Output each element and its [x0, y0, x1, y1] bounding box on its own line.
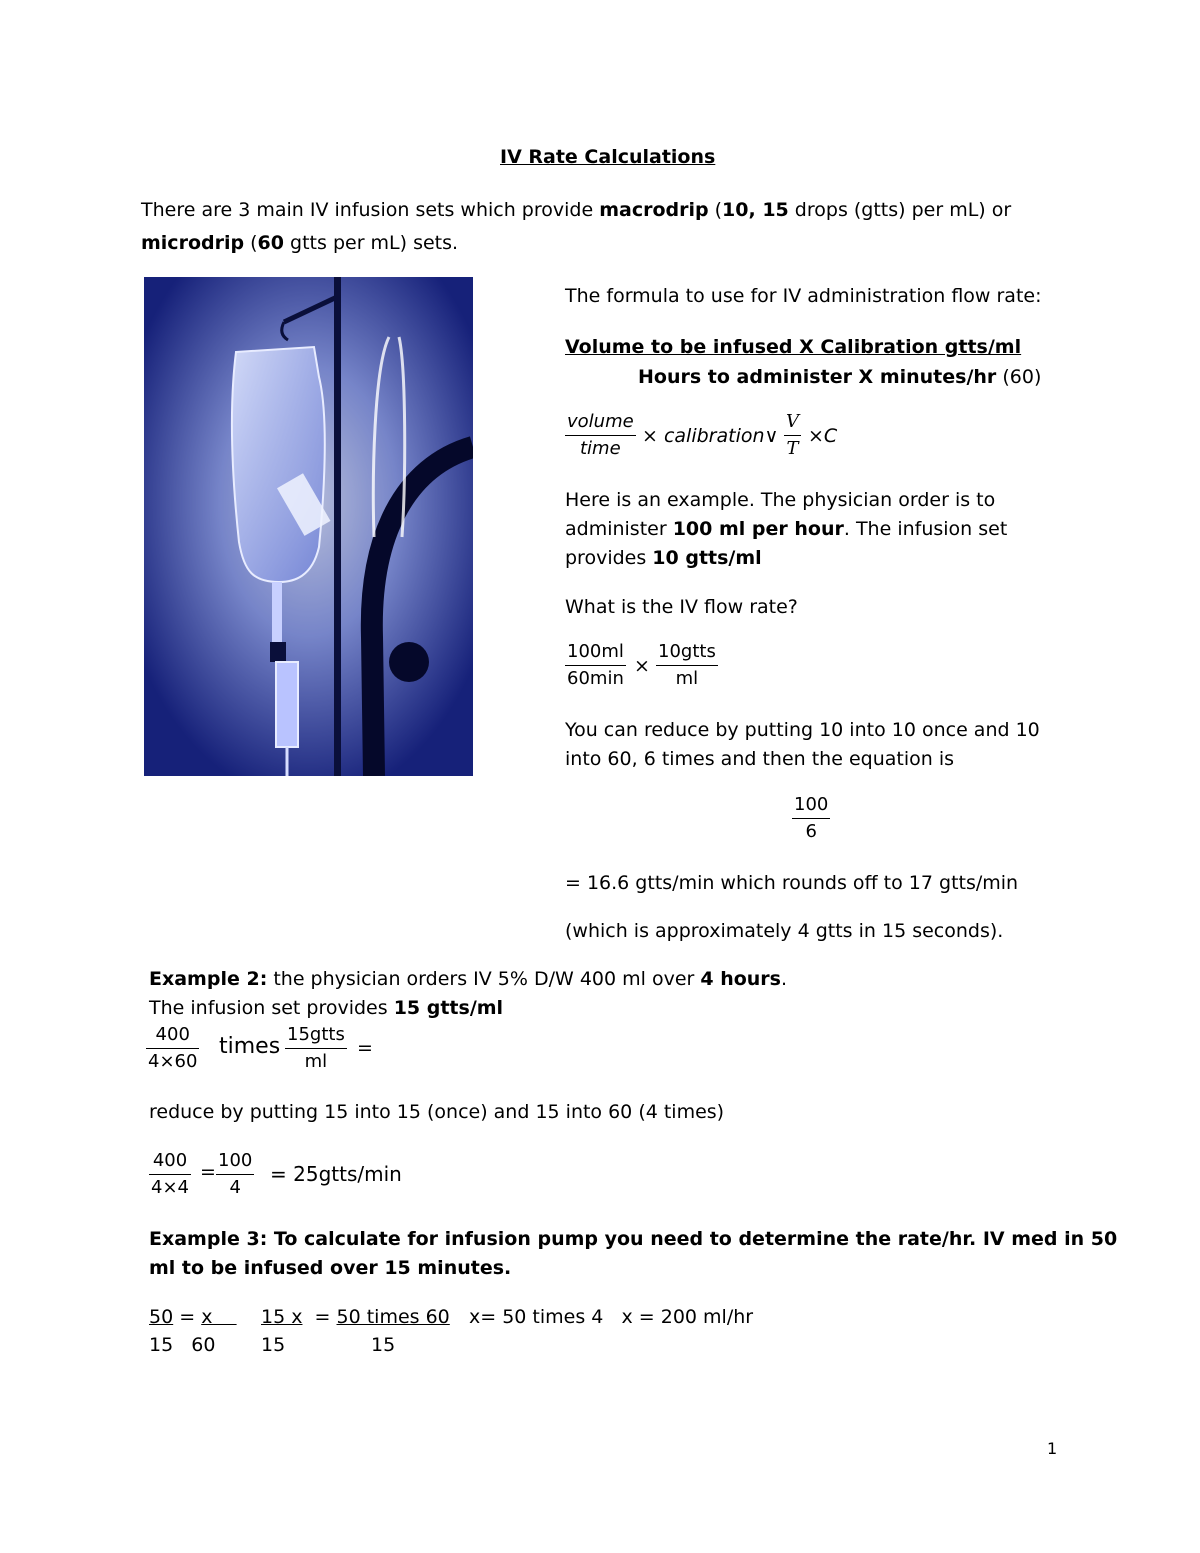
page-title: IV Rate Calculations [500, 146, 716, 168]
example3-proportion-bottom: 15 60 [149, 1334, 216, 1356]
example1-line-1: Here is an example. The physician order is to [565, 489, 996, 511]
example2-text: The infusion set provides [149, 997, 394, 1019]
fraction-denominator: ml [675, 668, 699, 689]
fraction-denominator: 6 [805, 821, 817, 842]
example1-line-3 [565, 546, 762, 570]
intro-line-1 [141, 198, 1011, 222]
reduce-line-2: into 60, 6 times and then the equation is [565, 748, 954, 770]
formula-line-2 [638, 365, 1041, 389]
example2-text: . [780, 968, 788, 990]
formula-intro: The formula to use for IV administration flow rate: [565, 285, 1042, 307]
example3-line-1 [149, 1227, 1117, 1251]
microdrip-term: microdrip [141, 232, 245, 254]
example3-line-2: ml to be infused over 15 minutes. [149, 1257, 512, 1279]
example2-label: Example 2: [149, 968, 268, 990]
example1-question: What is the IV flow rate? [565, 596, 798, 618]
example2-duration: 4 hours [700, 968, 781, 990]
example3-text: To calculate for infusion pump you need to determine the rate/hr. IV med in 50 [267, 1228, 1118, 1250]
intro-line-2 [141, 231, 458, 255]
fraction-numerator: 100 [216, 1148, 254, 1175]
reduce-line-1: You can reduce by putting 10 into 10 once and 10 [565, 719, 1040, 741]
reduced-fraction-2a [149, 1148, 191, 1201]
times-calibration: × calibration∨ [642, 425, 779, 447]
intro-text: ( [244, 232, 258, 254]
fraction-denominator: 4 [229, 1177, 241, 1198]
example3-cross-bottom-left: 15 [261, 1334, 286, 1356]
fraction-numerator: 100ml [565, 639, 626, 666]
iv-bag-photo [144, 277, 473, 776]
fraction-numerator: 100 [792, 792, 830, 819]
proportion-numerator: 50 [149, 1306, 174, 1328]
microdrip-value: 60 [257, 232, 284, 254]
example3-label: Example 3: [149, 1228, 268, 1250]
example2-line-1 [149, 967, 787, 991]
example2-calibration: 15 gtts/ml [393, 997, 504, 1019]
gtts-per-ml-fraction [656, 639, 718, 692]
volume-time-fraction [565, 409, 636, 462]
page-number: 1 [1047, 1439, 1058, 1458]
proportion-equals: = [173, 1306, 202, 1328]
intro-text: gtts per mL) sets. [284, 232, 459, 254]
proportion-x: x [201, 1306, 237, 1328]
calibration-value: 10 gtts/ml [652, 547, 762, 569]
equals-sign: = [357, 1037, 373, 1059]
macrodrip-values: 10, 15 [722, 199, 789, 221]
times-c: ×C [808, 425, 838, 447]
fraction-denominator: 60min [567, 668, 624, 689]
example1-text: provides [565, 547, 653, 569]
formula-denominator-text: Hours to administer X minutes/hr [638, 366, 997, 388]
equals-sign-2: = [200, 1161, 216, 1183]
example2-reduce: reduce by putting 15 into 15 (once) and 15 into 60 (4 times) [149, 1101, 725, 1123]
fraction-denominator: ml [304, 1051, 328, 1072]
gtts-per-ml-fraction-2 [285, 1022, 347, 1075]
example3-proportion-top [149, 1305, 237, 1329]
example2-line-2 [149, 996, 503, 1020]
reduced-fraction [792, 792, 830, 845]
example3-cross-bottom-right: 15 [371, 1334, 396, 1356]
example1-text: administer [565, 518, 673, 540]
formula-denominator-value: (60) [996, 366, 1042, 388]
example3-cross-multiply-top [261, 1305, 450, 1329]
intro-text: ( [708, 199, 723, 221]
fraction-denominator: time [580, 438, 621, 459]
cross-lhs: 15 x [261, 1306, 303, 1328]
example3-answer: x= 50 times 4 x = 200 ml/hr [469, 1306, 754, 1328]
cross-equals: = [302, 1306, 337, 1328]
example1-approx: (which is approximately 4 gtts in 15 seconds). [565, 920, 1004, 942]
intro-text: drops (gtts) per mL) or [788, 199, 1012, 221]
example1-result: = 16.6 gtts/min which rounds off to 17 gtts/min [565, 872, 1019, 894]
v-over-t-fraction [784, 409, 801, 462]
fraction-numerator: 400 [146, 1022, 199, 1049]
fraction-denominator: T [786, 438, 799, 459]
fraction-denominator: 4×60 [148, 1051, 198, 1072]
fraction-numerator: volume [565, 409, 636, 436]
example1-line-2 [565, 517, 1007, 541]
fraction-numerator: 15gtts [285, 1022, 347, 1049]
fraction-numerator: 400 [149, 1148, 191, 1175]
fraction-numerator: 10gtts [656, 639, 718, 666]
example2-final: = 25gtts/min [270, 1162, 402, 1186]
volume-over-minutes-fraction [146, 1022, 199, 1075]
cross-rhs: 50 times 60 [336, 1306, 450, 1328]
macrodrip-term: macrodrip [599, 199, 709, 221]
intro-text: There are 3 main IV infusion sets which provide [141, 199, 600, 221]
ml-per-min-fraction [565, 639, 626, 692]
formula-line-1: Volume to be infused X Calibration gtts/ml [565, 336, 1022, 358]
fraction-numerator: V [784, 409, 801, 436]
fraction-denominator: 4×4 [151, 1177, 189, 1198]
times-sign: × [634, 655, 650, 677]
example2-text: the physician orders IV 5% D/W 400 ml over [267, 968, 701, 990]
reduced-fraction-2b [216, 1148, 254, 1201]
order-rate: 100 ml per hour [672, 518, 844, 540]
example1-text: . The infusion set [843, 518, 1008, 540]
times-word: times [219, 1034, 281, 1059]
